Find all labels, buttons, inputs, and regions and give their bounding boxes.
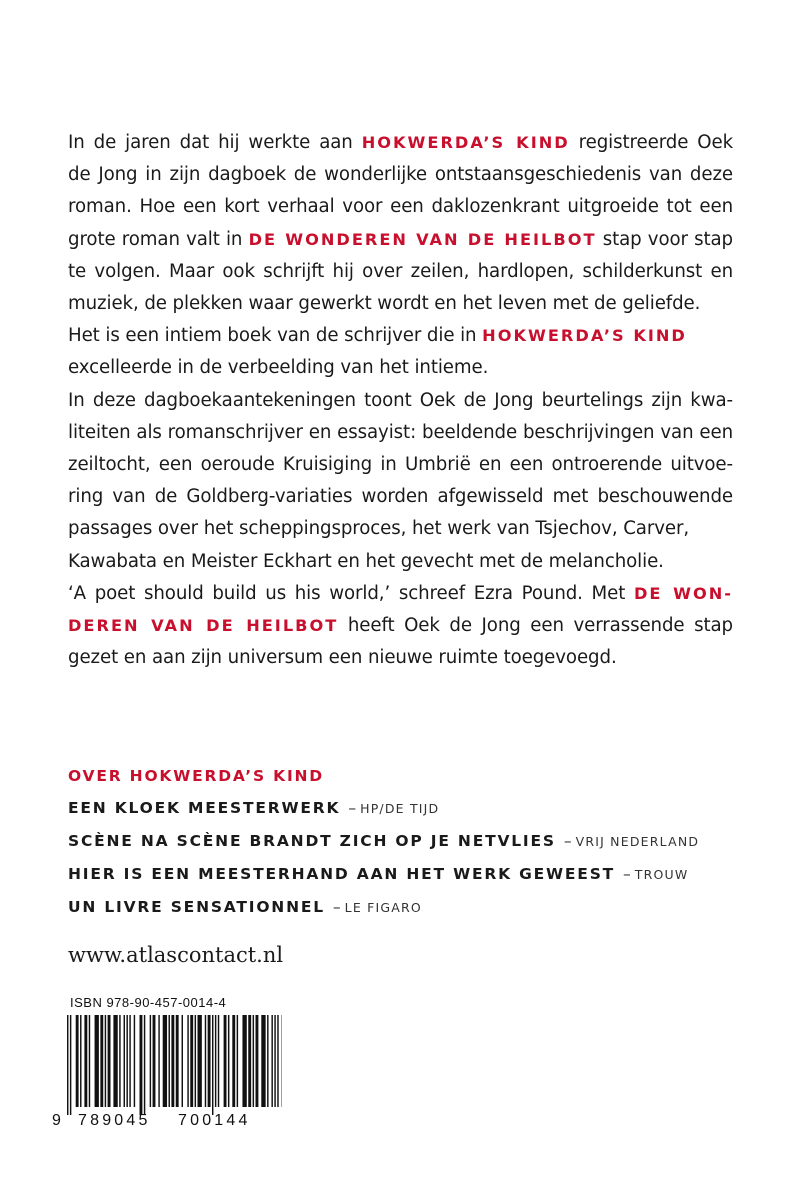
barcode-bar bbox=[218, 1015, 219, 1107]
barcode-bar bbox=[228, 1015, 229, 1107]
quote-source: VRIJ NEDERLAND bbox=[575, 834, 700, 849]
barcode-left-digits: 789045 bbox=[78, 1112, 151, 1129]
barcode-bar bbox=[248, 1015, 251, 1107]
blurb-line: Kawabata en Meister Eckhart en het gevecht met de melancholie. bbox=[68, 550, 664, 572]
book-title-emphasis: HOKWERDA’S KIND bbox=[361, 133, 570, 152]
barcode-bar bbox=[215, 1015, 216, 1107]
barcode-bar bbox=[67, 1015, 68, 1115]
blurb-line: te volgen. Maar ook schrijft hij over zeilen, hardlopen, schilderkunst en bbox=[68, 260, 733, 282]
quote-dash: – bbox=[348, 799, 357, 817]
barcode-bar bbox=[144, 1015, 145, 1115]
book-title-emphasis: HOKWERDA’S KIND bbox=[482, 326, 687, 346]
blurb-line bbox=[68, 578, 733, 610]
blurb-line: roman. Hoe een kort verhaal voor een daklozenkrant uitgroeide tot een bbox=[68, 196, 733, 218]
barcode-bar bbox=[271, 1015, 272, 1107]
barcode-bar bbox=[182, 1015, 183, 1107]
quote-dash: – bbox=[623, 865, 631, 883]
barcode-bar bbox=[108, 1015, 111, 1107]
quote-source: LE FIGARO bbox=[344, 900, 422, 915]
barcode-bar bbox=[169, 1015, 170, 1107]
blurb-line: de Jong in zijn dagboek de wonderlijke ontstaansgeschiedenis van deze bbox=[68, 164, 733, 186]
barcode-bar bbox=[89, 1015, 90, 1107]
barcode-bar bbox=[195, 1015, 196, 1107]
press-quote bbox=[68, 825, 748, 858]
barcode-bar bbox=[232, 1015, 235, 1107]
barcode-bar bbox=[84, 1015, 87, 1107]
publisher-website[interactable]: www.atlascontact.nl bbox=[68, 943, 284, 967]
barcode-bar bbox=[237, 1015, 238, 1107]
barcode-bar bbox=[171, 1015, 174, 1107]
blurb-line: excelleerde in de verbeelding van het intieme. bbox=[68, 357, 489, 379]
blurb-line: passages over het scheppingsproces, het werk van Tsjechov, Carver, bbox=[68, 518, 690, 540]
barcode-bar bbox=[158, 1015, 159, 1107]
blurb-text: registreerde Oek bbox=[569, 132, 734, 153]
barcode-bar bbox=[212, 1015, 213, 1115]
barcode-bar bbox=[208, 1015, 211, 1107]
barcode-bars bbox=[67, 1015, 287, 1115]
blurb-line: gezet en aan zijn universum een nieuwe ruimte toegevoegd. bbox=[68, 647, 617, 669]
blurb-line: muziek, de plekken waar gewerkt wordt en het leven met de geliefde. bbox=[68, 293, 701, 315]
barcode-bar bbox=[140, 1015, 143, 1115]
barcode-bar bbox=[129, 1015, 130, 1107]
barcode-bar bbox=[253, 1015, 254, 1107]
barcode-bar bbox=[124, 1015, 125, 1107]
barcode-bar bbox=[224, 1015, 227, 1107]
quote-source: TROUW bbox=[634, 867, 689, 882]
barcode-bar bbox=[134, 1015, 135, 1107]
isbn-barcode bbox=[50, 995, 290, 1135]
barcode-bar bbox=[163, 1015, 167, 1107]
barcode-right-digits: 700144 bbox=[178, 1112, 251, 1129]
blurb-line bbox=[68, 610, 733, 642]
blurb-text: Het is een intiem boek van de schrijver die in bbox=[68, 325, 483, 347]
blurb-line: ring van de Goldberg-variaties worden afgewisseld met beschouwende bbox=[68, 486, 733, 508]
quote-text: SCÈNE NA SCÈNE BRANDT ZICH OP JE NETVLIES bbox=[68, 832, 556, 850]
barcode-bar bbox=[80, 1015, 81, 1107]
book-title-emphasis: DE WON- bbox=[633, 583, 733, 603]
press-quote bbox=[68, 891, 748, 924]
barcode-bar bbox=[70, 1015, 71, 1115]
barcode-bar bbox=[105, 1015, 106, 1107]
book-title-emphasis: DEREN VAN DE HEILBOT bbox=[68, 616, 339, 636]
barcode-bar bbox=[113, 1015, 117, 1107]
barcode-bar bbox=[198, 1015, 202, 1107]
barcode-bar bbox=[205, 1015, 206, 1107]
book-title-emphasis: DE WONDEREN VAN DE HEILBOT bbox=[248, 229, 597, 249]
blurb-line bbox=[68, 320, 733, 352]
barcode-bar bbox=[100, 1015, 103, 1107]
barcode-bar bbox=[187, 1015, 188, 1107]
barcode-bar bbox=[267, 1015, 268, 1107]
blurb-line: In deze dagboekaantekeningen toont Oek de Jong beurtelings zijn kwa- bbox=[68, 389, 733, 411]
back-cover-blurb bbox=[68, 127, 733, 674]
quote-text: EEN KLOEK MEESTERWERK bbox=[68, 799, 341, 817]
barcode-bar bbox=[176, 1015, 179, 1107]
press-quotes bbox=[68, 760, 748, 924]
barcode-bar bbox=[153, 1015, 156, 1107]
barcode-bar bbox=[242, 1015, 246, 1107]
barcode-bar bbox=[95, 1015, 99, 1107]
barcode-bar bbox=[126, 1015, 127, 1107]
barcode-bar bbox=[76, 1015, 79, 1107]
barcode-bar bbox=[150, 1015, 151, 1107]
barcode-bar bbox=[190, 1015, 193, 1107]
blurb-line bbox=[68, 224, 733, 256]
barcode-first-digit: 9 bbox=[52, 1112, 61, 1129]
blurb-line: zeiltocht, een oeroude Kruisiging in Umbrië en een ontroerende uitvoe- bbox=[68, 454, 733, 476]
blurb-text: ‘A poet should build us his world,’ schreef Ezra Pound. Met bbox=[68, 582, 634, 604]
blurb-text: heeft Oek de Jong een verrassende stap bbox=[338, 615, 733, 637]
blurb-text: grote roman valt in bbox=[68, 228, 249, 250]
barcode-bar bbox=[256, 1015, 259, 1107]
quote-dash: – bbox=[563, 832, 572, 850]
quote-text: UN LIVRE SENSATIONNEL bbox=[68, 898, 325, 916]
barcode-bar bbox=[277, 1015, 278, 1107]
isbn-label: ISBN 978-90-457-0014-4 bbox=[70, 995, 227, 1010]
press-quotes-heading: OVER HOKWERDA’S KIND bbox=[68, 767, 324, 785]
press-quote bbox=[68, 792, 748, 825]
barcode-bar bbox=[261, 1015, 265, 1107]
barcode-bar bbox=[274, 1015, 275, 1107]
quote-dash: – bbox=[332, 898, 341, 916]
quote-source: HP/DE TIJD bbox=[360, 801, 440, 816]
blurb-line bbox=[68, 127, 733, 159]
blurb-line: liteiten als romanschrijver en essayist: beeldende beschrijvingen van een bbox=[68, 421, 733, 443]
quote-text: HIER IS EEN MEESTERHAND AAN HET WERK GEWEEST bbox=[68, 865, 616, 883]
barcode-bar bbox=[119, 1015, 120, 1107]
blurb-text: stap voor stap bbox=[596, 228, 733, 250]
press-quote bbox=[68, 858, 748, 891]
blurb-text: In de jaren dat hij werkte aan bbox=[68, 132, 362, 153]
